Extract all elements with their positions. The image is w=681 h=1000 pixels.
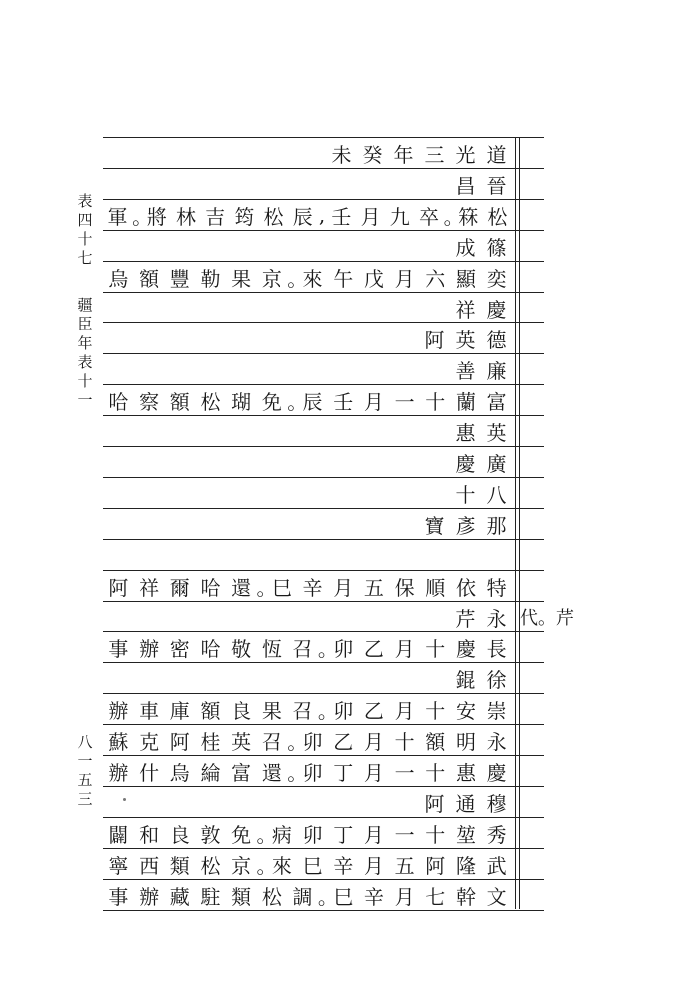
table-row: 昌 晉 (455, 173, 507, 198)
table-row: 哈 察 額 松 瑚 免 。 辰 壬 月 一 十 蘭 富 (108, 389, 507, 414)
page-number-char: 三 (77, 790, 93, 808)
sidebar-char: 十 (77, 230, 93, 248)
table-row: 錕 徐 (455, 667, 507, 692)
table-row: 阿 祥 爾 哈 還 。 巳 辛 月 五 保 順 依 特 (108, 575, 507, 600)
page-number-char: 一 (77, 752, 93, 770)
speck (123, 798, 126, 801)
table-row: 未 癸 年 三 光 道 (331, 142, 507, 167)
table-row (103, 540, 512, 570)
table-row: 祥 慶 (455, 297, 507, 322)
table-row: 烏 額 豐 勒 果 京 。 來 午 戊 月 六 顯 奕 (108, 266, 507, 291)
sidebar-char (83, 268, 88, 296)
table-row: 阿 英 德 (424, 327, 507, 352)
sidebar-char: 年 (77, 334, 93, 352)
table-row: 十 八 (455, 482, 507, 507)
table-row: 阿 通 穆 (424, 791, 507, 816)
table-row: 軍 。 將 林 吉 筠 松 辰 , 壬 月 九 卒 。 箖 松 (107, 203, 508, 229)
table-row: 惠 英 (455, 420, 507, 445)
sidebar-char: 臣 (77, 315, 93, 333)
table-row: 事 辦 藏 駐 類 松 調 。 巳 辛 月 七 幹 文 (108, 884, 507, 909)
sidebar-char: 疆 (77, 296, 93, 314)
frame-line (515, 137, 516, 909)
sidebar-char: 一 (77, 391, 93, 409)
sidebar-char: 十 (77, 372, 93, 390)
sidebar-char: 七 (77, 249, 93, 267)
table-row: 闢 和 良 敦 免 。 病 卯 丁 月 一 十 堃 秀 (108, 822, 507, 847)
table-row: 芹 永 (455, 606, 507, 631)
table-row: 事 辦 密 哈 敬 恆 召 。 卯 乙 月 十 慶 長 (108, 636, 507, 661)
row-rule (103, 910, 544, 911)
side-cell: 代。芹 (520, 608, 574, 629)
page-number-char: 八 (77, 733, 93, 751)
page-number (70, 733, 100, 809)
table-row: 蘇 克 阿 桂 英 召 。 卯 乙 月 十 額 明 永 (108, 729, 507, 754)
sidebar-char: 表 (77, 353, 93, 371)
frame-line (519, 137, 520, 909)
table-row: 寧 西 類 松 京 。 來 巳 辛 月 五 阿 隆 武 (108, 853, 507, 878)
page-number-char: 五 (77, 771, 93, 789)
sidebar-title (70, 192, 100, 410)
table-row: 辦 什 烏 綸 富 還 。 卯 丁 月 一 十 惠 慶 (108, 760, 507, 785)
sidebar-char: 表 (77, 192, 93, 210)
table-row: 善 廉 (455, 358, 507, 383)
table-row: 辦 車 庫 額 良 果 召 。 卯 乙 月 十 安 崇 (108, 698, 507, 723)
table-row: 寶 彥 那 (424, 513, 507, 538)
table-row: 慶 廣 (455, 451, 507, 476)
sidebar-char: 四 (77, 211, 93, 229)
table-row: 成 篠 (455, 235, 507, 260)
